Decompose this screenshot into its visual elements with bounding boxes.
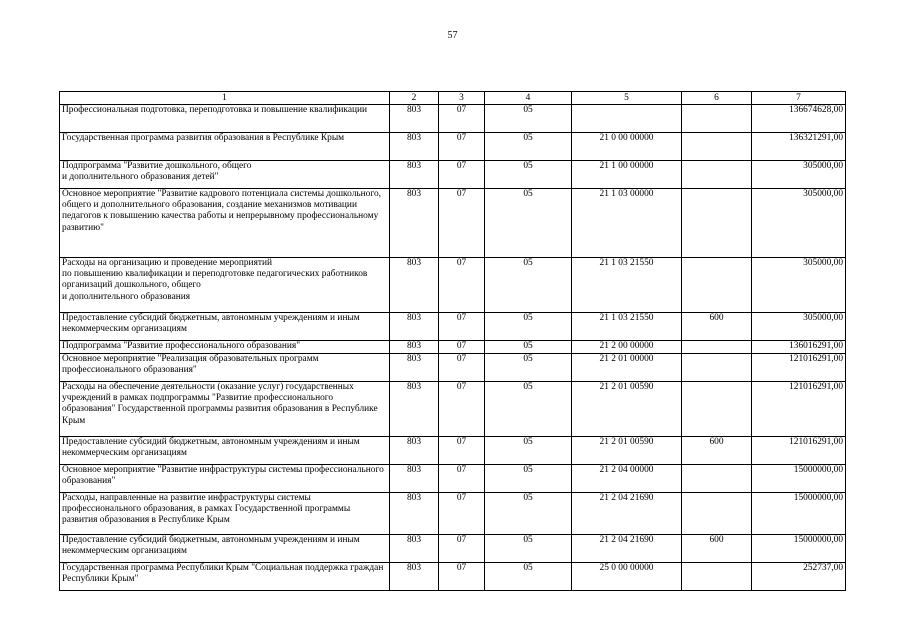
row-code-3: 07 — [439, 465, 485, 493]
row-code-6 — [682, 354, 752, 382]
row-name: Предоставление субсидий бюджетным, автономным учреждениям и иным некоммерческим организациям — [60, 437, 390, 465]
row-amount: 15000000,00 — [752, 535, 846, 563]
table-row — [60, 189, 846, 258]
row-code-4: 05 — [485, 493, 572, 535]
row-code-3: 07 — [439, 341, 485, 354]
row-code-4: 05 — [485, 133, 572, 161]
row-name: Подпрограмма "Развитие дошкольного, общего и дополнительного образования детей" — [60, 161, 390, 189]
row-code-4: 05 — [485, 563, 572, 591]
row-code-3: 07 — [439, 382, 485, 437]
row-code-4: 05 — [485, 258, 572, 313]
row-code-5: 21 1 03 21550 — [572, 258, 682, 313]
row-amount: 252737,00 — [752, 563, 846, 591]
row-code-5: 21 2 04 00000 — [572, 465, 682, 493]
row-code-4: 05 — [485, 535, 572, 563]
column-header-5: 5 — [572, 92, 682, 105]
table-header-row — [60, 92, 846, 105]
row-code-2: 803 — [390, 341, 439, 354]
column-header-2: 2 — [390, 92, 439, 105]
table-row — [60, 382, 846, 437]
row-name: Подпрограмма "Развитие профессионального образования" — [60, 341, 390, 354]
row-code-4: 05 — [485, 189, 572, 258]
row-code-5: 21 2 01 00590 — [572, 382, 682, 437]
row-code-6 — [682, 465, 752, 493]
row-code-6 — [682, 563, 752, 591]
table-row — [60, 465, 846, 493]
row-code-4: 05 — [485, 313, 572, 341]
row-code-4: 05 — [485, 465, 572, 493]
row-code-5: 21 2 04 21690 — [572, 535, 682, 563]
row-code-2: 803 — [390, 105, 439, 133]
row-code-3: 07 — [439, 437, 485, 465]
row-code-6 — [682, 189, 752, 258]
row-code-3: 07 — [439, 189, 485, 258]
row-code-5: 21 2 01 00000 — [572, 354, 682, 382]
row-code-4: 05 — [485, 105, 572, 133]
row-code-3: 07 — [439, 563, 485, 591]
row-code-2: 803 — [390, 382, 439, 437]
table-row — [60, 105, 846, 133]
table-row — [60, 258, 846, 313]
table-row — [60, 535, 846, 563]
row-code-5: 21 1 03 00000 — [572, 189, 682, 258]
column-header-1: 1 — [60, 92, 390, 105]
table-row — [60, 563, 846, 591]
row-name: Основное мероприятие "Реализация образовательных программ профессионального образования" — [60, 354, 390, 382]
row-code-6 — [682, 382, 752, 437]
row-code-6 — [682, 133, 752, 161]
column-header-7: 7 — [752, 92, 846, 105]
row-code-2: 803 — [390, 258, 439, 313]
row-amount: 305000,00 — [752, 161, 846, 189]
row-name: Предоставление субсидий бюджетным, автономным учреждениям и иным некоммерческим организациям — [60, 535, 390, 563]
column-header-3: 3 — [439, 92, 485, 105]
row-code-6 — [682, 258, 752, 313]
row-code-2: 803 — [390, 563, 439, 591]
row-code-6: 600 — [682, 313, 752, 341]
row-code-6: 600 — [682, 437, 752, 465]
row-code-6 — [682, 493, 752, 535]
row-code-2: 803 — [390, 189, 439, 258]
row-code-2: 803 — [390, 535, 439, 563]
row-code-5: 21 2 00 00000 — [572, 341, 682, 354]
row-code-3: 07 — [439, 535, 485, 563]
budget-table — [59, 91, 846, 591]
row-code-3: 07 — [439, 133, 485, 161]
row-amount: 136016291,00 — [752, 341, 846, 354]
table-row — [60, 313, 846, 341]
row-code-5: 25 0 00 00000 — [572, 563, 682, 591]
table-row — [60, 493, 846, 535]
row-amount: 121016291,00 — [752, 354, 846, 382]
row-name: Предоставление субсидий бюджетным, автономным учреждениям и иным некоммерческим организациям — [60, 313, 390, 341]
row-code-5: 21 0 00 00000 — [572, 133, 682, 161]
row-name: Основное мероприятие "Развитие инфраструктуры системы профессионального образования" — [60, 465, 390, 493]
column-header-6: 6 — [682, 92, 752, 105]
row-code-2: 803 — [390, 133, 439, 161]
row-code-3: 07 — [439, 105, 485, 133]
row-name: Государственная программа Республики Крым "Социальная поддержка граждан Республики Крым" — [60, 563, 390, 591]
row-amount: 305000,00 — [752, 313, 846, 341]
row-name: Расходы, направленные на развитие инфраструктуры системы профессионального образования, в рамках Государственной программы развития образования в Республике Крым — [60, 493, 390, 535]
row-amount: 305000,00 — [752, 189, 846, 258]
table-row — [60, 133, 846, 161]
row-code-3: 07 — [439, 258, 485, 313]
row-name: Государственная программа развития образования в Республике Крым — [60, 133, 390, 161]
row-code-6 — [682, 341, 752, 354]
row-name: Расходы на обеспечение деятельности (оказание услуг) государственных учреждений в рамках подпрограммы "Развитие профессионального образования" Государственной программы развития образования в Республике Крым — [60, 382, 390, 437]
row-code-4: 05 — [485, 161, 572, 189]
column-header-4: 4 — [485, 92, 572, 105]
row-code-5: 21 1 00 00000 — [572, 161, 682, 189]
row-code-2: 803 — [390, 465, 439, 493]
row-name: Профессиональная подготовка, переподготовка и повышение квалификации — [60, 105, 390, 133]
row-code-2: 803 — [390, 313, 439, 341]
row-code-5: 21 1 03 21550 — [572, 313, 682, 341]
row-code-5: 21 2 01 00590 — [572, 437, 682, 465]
row-code-2: 803 — [390, 161, 439, 189]
row-amount: 15000000,00 — [752, 493, 846, 535]
row-code-2: 803 — [390, 354, 439, 382]
row-code-5 — [572, 105, 682, 133]
row-code-3: 07 — [439, 493, 485, 535]
row-amount: 15000000,00 — [752, 465, 846, 493]
row-name: Основное мероприятие "Развитие кадрового потенциала системы дошкольного, общего и дополнительного образования, создание механизмов мотивации педагогов к повышению качества работы и непрерывному профессиональному развитию" — [60, 189, 390, 258]
row-code-6: 600 — [682, 535, 752, 563]
row-amount: 136674628,00 — [752, 105, 846, 133]
row-code-6 — [682, 105, 752, 133]
table-row — [60, 437, 846, 465]
row-code-4: 05 — [485, 341, 572, 354]
row-code-4: 05 — [485, 354, 572, 382]
row-code-5: 21 2 04 21690 — [572, 493, 682, 535]
row-code-2: 803 — [390, 437, 439, 465]
row-code-4: 05 — [485, 382, 572, 437]
row-amount: 305000,00 — [752, 258, 846, 313]
row-name: Расходы на организацию и проведение мероприятий по повышению квалификации и переподготовке педагогических работников организаций дошкольного, общего и дополнительного образования — [60, 258, 390, 313]
row-code-6 — [682, 161, 752, 189]
row-code-3: 07 — [439, 354, 485, 382]
page-number: 57 — [447, 30, 458, 41]
row-code-2: 803 — [390, 493, 439, 535]
table-row — [60, 354, 846, 382]
row-amount: 121016291,00 — [752, 382, 846, 437]
table-row — [60, 161, 846, 189]
row-amount: 121016291,00 — [752, 437, 846, 465]
row-code-4: 05 — [485, 437, 572, 465]
row-code-3: 07 — [439, 313, 485, 341]
table-row — [60, 341, 846, 354]
row-amount: 136321291,00 — [752, 133, 846, 161]
row-code-3: 07 — [439, 161, 485, 189]
